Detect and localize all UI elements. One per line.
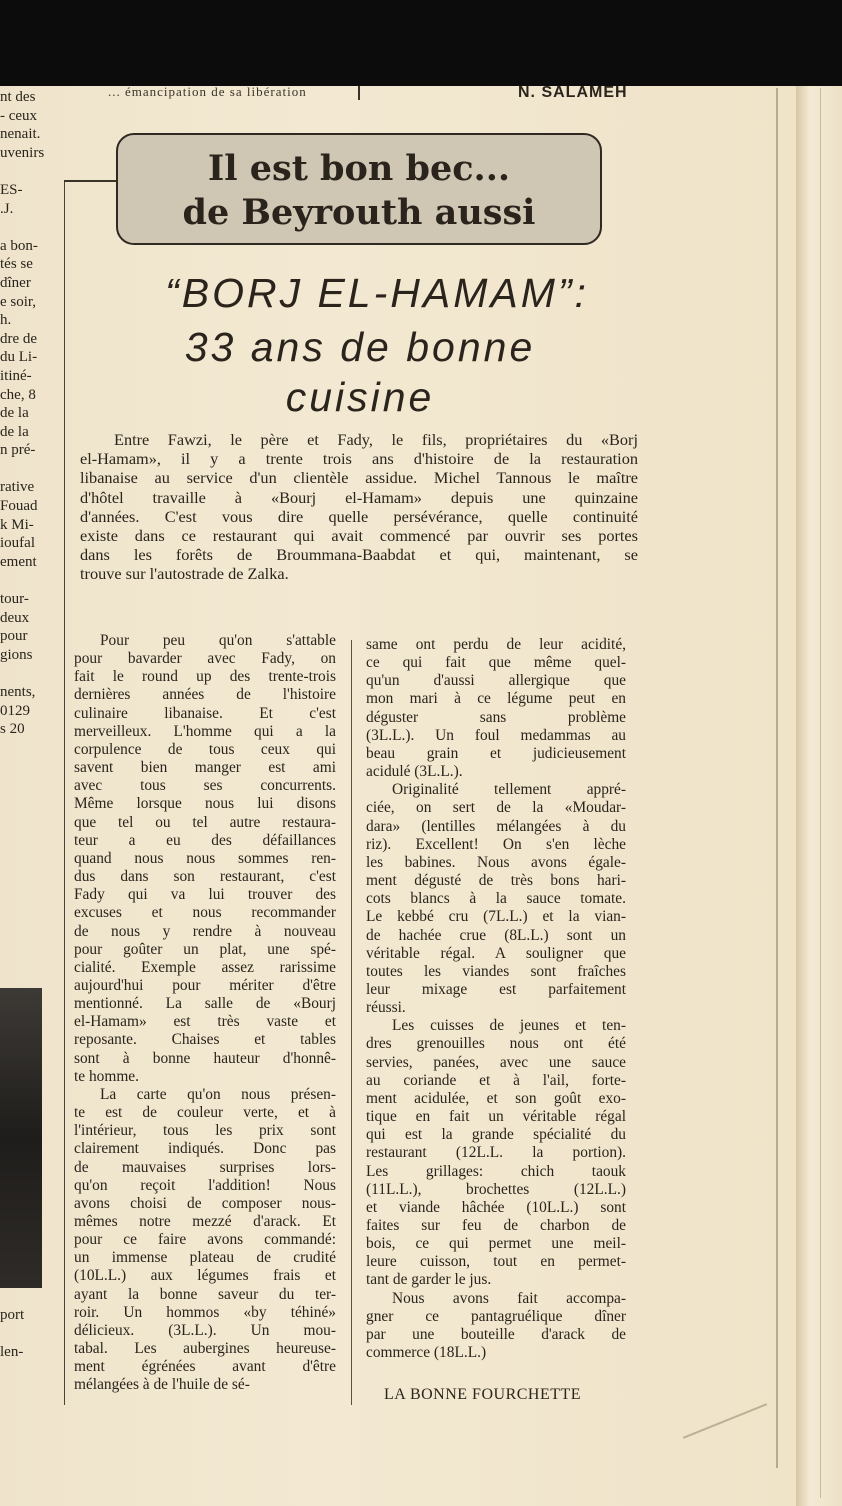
- article-line: bois, ce qui permet une meil-: [366, 1235, 626, 1253]
- page-fold-line-2: [820, 88, 821, 1498]
- article-column-1: [74, 632, 336, 1395]
- article-line: Pour peu qu'on s'attable: [100, 632, 336, 649]
- left-fragment-line: Fouad: [0, 498, 38, 515]
- article-line: (10L.L.) aux légumes frais et: [74, 1267, 336, 1285]
- intro-line: el-Hamam», il y a trente trois ans d'histoire de la restauration: [80, 449, 638, 469]
- article-line: Fady qui va lui trouver des: [74, 886, 336, 904]
- article-line: dres grenouilles nous ont été: [366, 1035, 626, 1053]
- article-line: ayant la bonne saveur du ter-: [74, 1285, 336, 1303]
- left-fragment-line: nents,: [0, 684, 36, 700]
- article-line: et viande hâchée (10L.L.) sont: [366, 1198, 626, 1216]
- kicker-line-1: Il est bon bec...: [207, 148, 511, 189]
- article-column-2: [366, 636, 626, 1362]
- left-fragment-line: itiné-: [0, 367, 32, 384]
- left-column-fragments: [0, 88, 60, 739]
- article-line: Les cuisses de jeunes et ten-: [392, 1017, 626, 1035]
- headline-line-3: cuisine: [285, 374, 435, 420]
- intro-line: d'années. C'est vous dire quelle persévérance, quelle continuité: [80, 506, 638, 526]
- article-line: de nous y rendre à nouveau: [74, 922, 336, 940]
- article-line: merveilleux. L'homme qui a la: [74, 722, 336, 740]
- article-line: mon mari à ce légume peut en: [366, 690, 626, 708]
- article-line: véritable régal. A souligner que: [366, 944, 626, 962]
- intro-line: d'hôtel travaille à «Bourj el-Hamam» depuis une quinzaine: [80, 487, 638, 507]
- column-rule-left: [64, 180, 65, 1405]
- kicker-box: [116, 133, 602, 245]
- left-fragment-line: k Mi-: [0, 516, 34, 533]
- headline-line-1: “BORJ EL-HAMAM”:: [165, 270, 589, 316]
- article-line: toutes les viandes sont fraîches: [366, 962, 626, 980]
- article-line: pour ce faire avons commandé:: [74, 1231, 336, 1249]
- left-fragment-line: n pré-: [0, 442, 36, 459]
- article-line: par une bouteille d'arack de: [366, 1325, 626, 1343]
- article-line: ment égrénées avant d'être: [74, 1358, 336, 1376]
- article-line: dara» (lentilles mélangées à du: [366, 817, 626, 835]
- article-line: excuses et nous recommander: [74, 904, 336, 922]
- intro-line: Entre Fawzi, le père et Fady, le fils, propriétaires du «Borj: [114, 430, 638, 449]
- left-fragment-line: pour: [0, 628, 28, 645]
- article-line: pour goûter un plat, une spé-: [74, 940, 336, 958]
- article-line: dus dans son restaurant, c'est: [74, 868, 336, 886]
- article-line: Même lorsque nous lui disons: [74, 795, 336, 813]
- article-line: pour bavarder avec Fady, on: [74, 650, 336, 668]
- partial-photo: [0, 988, 42, 1288]
- left-fragment-line: [0, 218, 60, 237]
- article-line: l'intérieur, tous les prix sont: [74, 1122, 336, 1140]
- page-right-edge: [796, 86, 842, 1506]
- left-fragment-line: ES-: [0, 181, 23, 198]
- article-line: Originalité tellement appré-: [392, 781, 626, 799]
- intro-line: existe dans ce restaurant qui avait commencé par ouvrir ses portes: [80, 526, 638, 546]
- left-caption-line: len-: [0, 1344, 24, 1361]
- left-fragment-line: dîner: [0, 274, 31, 291]
- article-line: qui est la grande spécialité du: [366, 1126, 626, 1144]
- article-line: mentionné. La salle de «Bourj: [74, 995, 336, 1013]
- article-line: riz). Excellent! On s'en lèche: [366, 835, 626, 853]
- article-line: commerce (18L.L.): [366, 1344, 487, 1362]
- intro-line: libanaise au service d'un clientèle assidue. Michel Tannous le maître: [80, 468, 638, 488]
- left-fragment-line: [0, 571, 60, 590]
- article-line: dernières années de l'histoire: [74, 686, 336, 704]
- article-line: les babines. Nous avons égale-: [366, 853, 626, 871]
- column-separator: [351, 640, 352, 1405]
- article-line: sont à bonne hauteur d'honnê-: [74, 1049, 336, 1067]
- article-line: déguster sans problème: [366, 708, 626, 726]
- left-fragment-line: deux: [0, 609, 30, 626]
- article-line: acidulé (3L.L.).: [366, 763, 463, 781]
- left-fragment-line: nenait.: [0, 126, 41, 143]
- article-line: ce qui fait que même quel-: [366, 654, 626, 672]
- left-fragment-line: gions: [0, 646, 33, 663]
- article-line: culinaire libanaise. Et c'est: [74, 704, 336, 722]
- article-line: mélangées à de l'huile de sé-: [74, 1376, 250, 1394]
- article-line: leur mixage est parfaitement: [366, 980, 626, 998]
- article-line: qu'un d'aussi allergique que: [366, 672, 626, 690]
- article-line: réussi.: [366, 999, 406, 1017]
- left-fragment-line: de la: [0, 405, 29, 422]
- left-fragment-line: .J.: [0, 200, 14, 217]
- left-caption-line: port: [0, 1307, 25, 1323]
- article-line: quand nous nous sommes ren-: [74, 849, 336, 867]
- page-fold-line: [776, 88, 778, 1468]
- left-fragment-line: dre de: [0, 330, 38, 347]
- article-line: mêmes notre mezzé d'arack. Et: [74, 1213, 336, 1230]
- left-fragment-line: e soir,: [0, 293, 37, 310]
- header-divider: [358, 86, 360, 100]
- article-line: roir. Un hommos «by téhiné»: [74, 1303, 336, 1321]
- left-column-caption: [0, 1306, 60, 1362]
- left-fragment-line: de la: [0, 423, 29, 440]
- article-line: restaurant (12L.L. la portion).: [366, 1144, 626, 1162]
- article-line: Nous avons fait accompa-: [392, 1289, 626, 1307]
- article-signature: LA BONNE FOURCHETTE: [384, 1386, 582, 1403]
- article-line: Le kebbé cru (7L.L.) et la vian-: [366, 908, 626, 926]
- left-fragment-line: ement: [0, 553, 37, 570]
- intro-paragraph: [80, 430, 638, 584]
- article-line: qu'on reçoit l'addition! Nous: [74, 1176, 336, 1194]
- left-fragment-line: nt des: [0, 89, 36, 105]
- kicker-connector-rule: [64, 180, 118, 182]
- left-fragment-line: a bon-: [0, 237, 38, 254]
- article-line: te est de couleur verte, et à: [74, 1104, 336, 1122]
- article-line: Les grillages: chich taouk: [366, 1162, 626, 1180]
- article-line: au coriande et à l'ail, forte-: [366, 1071, 626, 1089]
- article-line: de mauvaises surprises lors-: [74, 1158, 336, 1176]
- article-line: (11L.L.), brochettes (12L.L.): [366, 1180, 626, 1198]
- article-line: cialité. Exemple assez rarissime: [74, 958, 336, 976]
- left-fragment-line: rative: [0, 479, 35, 496]
- article-line: el-Hamam» est très vaste et: [74, 1013, 336, 1031]
- article-line: ment acidulée, et son goût exo-: [366, 1089, 626, 1107]
- author-name: N. SALAMEH: [518, 84, 628, 101]
- article-line: same ont perdu de leur acidité,: [366, 636, 626, 653]
- article-line: de hachée crue (8L.L.) sont un: [366, 926, 626, 944]
- left-fragment-line: s 20: [0, 721, 25, 738]
- article-line: faites sur feu de charbon de: [366, 1217, 626, 1234]
- headline-line-2: 33 ans de bonne: [184, 324, 536, 370]
- left-fragment-line: che, 8: [0, 386, 36, 403]
- article-line: savent bien manger est ami: [74, 759, 336, 777]
- article-line: ment dégusté de très bons hari-: [366, 872, 626, 890]
- left-fragment-line: tour-: [0, 591, 29, 608]
- article-line: reposante. Chaises et tables: [74, 1031, 336, 1049]
- article-line: clairement indiqués. Donc pas: [74, 1140, 336, 1158]
- left-caption-line: [0, 1325, 60, 1344]
- article-line: fait le round up des trente-trois: [74, 668, 336, 686]
- left-fragment-line: [0, 664, 60, 683]
- headline-lines-2-3: [100, 322, 620, 422]
- article-line: avec tous ses concurrents.: [74, 777, 336, 795]
- article-line: servies, panées, avec une sauce: [366, 1053, 626, 1071]
- article-line: ciée, on sert de la «Moudar-: [366, 799, 626, 817]
- left-fragment-line: - ceux: [0, 107, 38, 124]
- article-line: beau grain et judicieusement: [366, 744, 626, 762]
- article-line: tabal. Les aubergines heureuse-: [74, 1340, 336, 1358]
- left-fragment-line: [0, 460, 60, 479]
- article-line: délicieux. (3L.L.). Un mou-: [74, 1321, 336, 1339]
- left-fragment-line: uvenirs: [0, 144, 45, 161]
- article-line: La carte qu'on nous présen-: [100, 1085, 336, 1103]
- left-fragment-line: tés se: [0, 256, 33, 273]
- article-line: teur a eu des défaillances: [74, 831, 336, 849]
- left-fragment-line: du Li-: [0, 349, 38, 366]
- left-fragment-line: [0, 162, 60, 181]
- article-line: un immense plateau de crudité: [74, 1249, 336, 1267]
- left-fragment-line: h.: [0, 312, 12, 329]
- article-line: (3L.L.). Un foul medammas au: [366, 726, 626, 744]
- article-line: gner ce pantagruélique dîner: [366, 1307, 626, 1325]
- article-line: que tel ou tel autre restaura-: [74, 813, 336, 831]
- intro-line: trouve sur l'autostrade de Zalka.: [80, 564, 289, 584]
- article-line: te homme.: [74, 1067, 139, 1085]
- top-black-bar: [0, 0, 842, 86]
- kicker-line-2: de Beyrouth aussi: [182, 192, 536, 233]
- intro-line: dans les forêts de Broummana-Baabdat et qui, maintenant, se: [80, 545, 638, 565]
- header-fragment: ... émancipation de sa libération: [108, 84, 307, 99]
- article-line: avons choisi de composer nous-: [74, 1194, 336, 1212]
- article-line: tique en fait un véritable régal: [366, 1108, 626, 1126]
- left-fragment-line: ioufal: [0, 535, 35, 552]
- article-line: cots blancs à la sauce tomate.: [366, 890, 626, 908]
- article-line: corpulence de tous ceux qui: [74, 740, 336, 758]
- article-line: leure cuisson, tout en permet-: [366, 1253, 626, 1271]
- article-line: aujourd'hui pour mériter d'être: [74, 976, 336, 994]
- left-fragment-line: 0129: [0, 702, 30, 719]
- article-line: tant de garder le jus.: [366, 1271, 492, 1289]
